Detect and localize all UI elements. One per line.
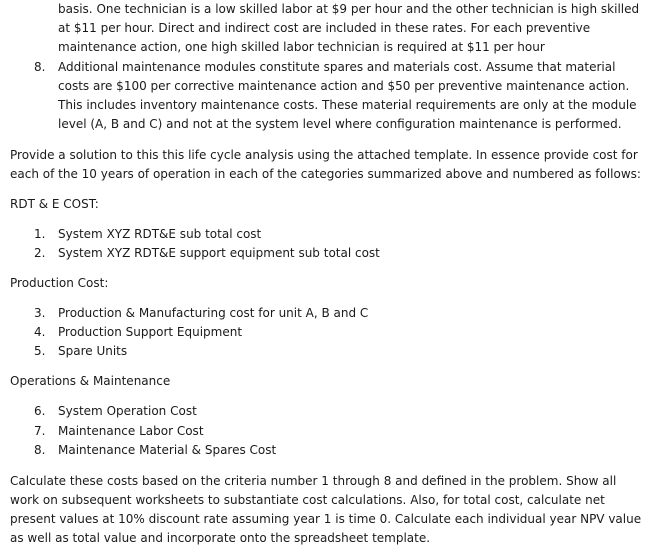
list-item-number: 7. — [34, 424, 46, 438]
item7-line: at $11 per hour. Direct and indirect cost are included in these rates. For each preventive — [58, 21, 591, 35]
closing-line: work on subsequent worksheets to substantiate cost calculations. Also, for total cost, calculate net — [10, 493, 605, 507]
closing-line: Calculate these costs based on the criteria number 1 through 8 and defined in the problem. Show all — [10, 474, 617, 488]
list-item-text: Production Support Equipment — [58, 325, 243, 339]
list-item-number: 5. — [34, 344, 46, 358]
item7-line: maintenance action, one high skilled labor technician is required at $11 per hour — [58, 40, 545, 54]
item7-line: basis. One technician is a low skilled labor at $9 per hour and the other technician is high skilled — [58, 2, 640, 16]
closing-line: present values at 10% discount rate assuming year 1 is time 0. Calculate each individual year NPV value — [10, 512, 642, 526]
intro-line: Provide a solution to this this life cycle analysis using the attached template. In essence provide cost for — [10, 148, 638, 162]
list-item-number: 6. — [34, 404, 46, 418]
list-item-number: 3. — [34, 306, 46, 320]
section-heading-operations: Operations & Maintenance — [10, 374, 171, 388]
item8-line: level (A, B and C) and not at the system level where configuration maintenance is performed. — [58, 117, 622, 131]
item8-line: This includes inventory maintenance costs. These material requirements are only at the module — [58, 98, 637, 112]
section-heading-rdte: RDT & E COST: — [10, 197, 99, 211]
section-heading-production: Production Cost: — [10, 276, 109, 290]
item8-number: 8. — [34, 60, 46, 74]
item8-line: costs are $100 per corrective maintenance action and $50 per preventive maintenance action. — [58, 79, 630, 93]
list-item-number: 8. — [34, 443, 46, 457]
list-item-text: Maintenance Material & Spares Cost — [58, 443, 277, 457]
list-item-text: System XYZ RDT&E support equipment sub total cost — [58, 246, 380, 260]
intro-line: each of the 10 years of operation in each of the categories summarized above and numbered as follows: — [10, 167, 641, 181]
list-item-number: 1. — [34, 227, 46, 241]
list-item-text: System Operation Cost — [58, 404, 197, 418]
list-item-text: Spare Units — [58, 344, 128, 358]
item8-line: Additional maintenance modules constitute spares and materials cost. Assume that material — [58, 60, 616, 74]
list-item-text: Maintenance Labor Cost — [58, 424, 204, 438]
list-item-text: Production & Manufacturing cost for unit A, B and C — [58, 306, 369, 320]
closing-line: as well as total value and incorporate onto the spreadsheet template. — [10, 531, 431, 545]
list-item-number: 2. — [34, 246, 46, 260]
list-item-text: System XYZ RDT&E sub total cost — [58, 227, 262, 241]
list-item-number: 4. — [34, 325, 46, 339]
